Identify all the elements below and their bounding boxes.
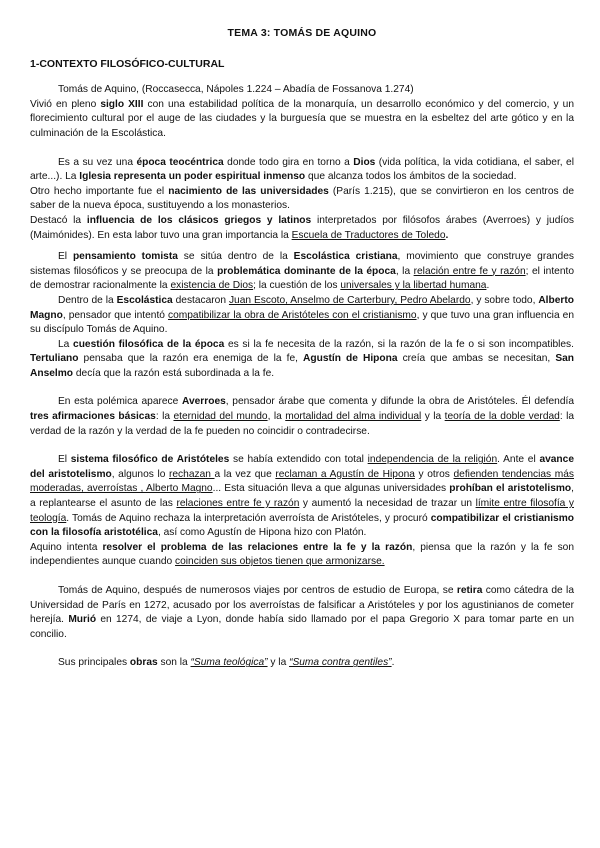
paragraph-philosophical-question: La cuestión filosófica de la época es si la fe necesita de la razón, si la razón de la fe o si son incompatibles. Tertuliano pensaba que la razón era enemiga de la fe, Agustín de Hipona creía que ambas se necesitan, San Anselmo decía que la razón está subordinada a la fe. <box>30 338 574 379</box>
spacer <box>30 642 574 656</box>
paragraph-averroes: En esta polémica aparece Averroes, pensador árabe que comenta y difunde la obra de Aristóteles. Él defendía tres afirmaciones básicas: la eternidad del mundo, la mortalidad del alma individual y la teoría de la doble verdad: la verdad de la razón y la verdad de la fe pueden no coincidir o contradecirse. <box>30 396 575 437</box>
spacer <box>30 570 574 584</box>
paragraph-century: Vivió en pleno siglo XIII con una estabilidad política de la monarquía, un desarrollo económico y del comercio, y un florecimiento cultural por el auge de las ciudades y la burguesía que se muestra en la esbeltez del arte gótico y en la culminación de la Escolástica. <box>30 98 575 139</box>
paragraph-tomist-thought: El pensamiento tomista se sitúa dentro de la Escolástica cristiana, movimiento que construye grandes sistemas filosóficos y se preocupa de la problemática dominante de la época, la relación entre fe y razón; el intento de demostrar racionalmente la existencia de Dios; la cuestión de los universales y la libertad humana. <box>30 251 574 292</box>
paragraph-biography: Tomás de Aquino, después de numerosos viajes por centros de estudio de Europa, se retira como cátedra de la Universidad de París en 1272, acusado por los averroístas de falsificar a Aristóteles y por los agustinianos de cometer herejía. Murió en 1274, de viaje a Lyon, donde había sido llamado por el papa Gregorio X para tomar parte en un concilio. <box>30 585 574 640</box>
spacer <box>30 439 574 453</box>
paragraph-works: Sus principales obras son la “Suma teológica” y la “Suma contra gentiles”. <box>58 657 395 669</box>
document-title: TEMA 3: TOMÁS DE AQUINO <box>227 27 377 39</box>
work-title-suma-contra-gentiles: “Suma contra gentiles” <box>289 657 392 669</box>
paragraph-classics: Destacó la influencia de los clásicos griegos y latinos interpretados por filósofos árabes (Averroes) y judíos (Maimónides). En esta labor tuvo una gran importancia la Escuela de Traductores de Toledo. <box>30 214 574 241</box>
spacer <box>30 243 574 250</box>
paragraph-universities: Otro hecho importante fue el nacimiento de las universidades (París 1.215), que se convirtieron en los centros de saber de la nueva época, sustituyendo a los monasterios. <box>30 185 574 212</box>
paragraph-scholastics: Dentro de la Escolástica destacaron Juan Escoto, Anselmo de Carterbury, Pedro Abelardo, y sobre todo, Alberto Magno, pensador que intentó compatibilizar la obra de Aristóteles con el cristianismo, y que tuvo una gran influencia en su discípulo Tomás de Aquino. <box>30 294 575 336</box>
paragraph-author-dates: Tomás de Aquino, (Roccasecca, Nápoles 1.224 – Abadía de Fossanova 1.274) <box>58 84 414 96</box>
section-heading: 1-CONTEXTO FILOSÓFICO-CULTURAL <box>30 57 225 70</box>
paragraph-aristotle-system: El sistema filosófico de Aristóteles se había extendido con total independencia de la religión. Ante el avance del aristotelismo, algunos lo rechazan a la vez que reclaman a Agustín de Hipona y otros defienden tendencias más moderadas, averroístas , Alberto Magno... Esta situación lleva a que algunas universidades prohíban el aristotelismo, a replantearse el asunto de las relaciones entre fe y razón y aumentó la necesidad de trazar un límite entre filosofía y teología. Tomás de Aquino rechaza la interpretación averroísta de Aristóteles, y procuró compatibilizar el cristianismo con la filosofía aristotélica, así como Agustín de Hipona hizo con Platón. <box>30 454 575 539</box>
spacer <box>30 142 574 156</box>
paragraph-theocentric: Es a su vez una época teocéntrica donde todo gira en torno a Dios (vida política, la vida cotidiana, el saber, el arte...). La Iglesia representa un poder espiritual inmenso que alcanza todos los ámbitos de la sociedad. <box>30 156 574 183</box>
work-title-suma-teologica: “Suma teológica” <box>190 657 268 669</box>
spacer <box>30 381 574 395</box>
paragraph-aquino-faith-reason: Aquino intenta resolver el problema de las relaciones entre la fe y la razón, piensa que la razón y la fe son independientes aunque cuando coinciden sus objetos tienen que armonizarse. <box>30 541 574 568</box>
